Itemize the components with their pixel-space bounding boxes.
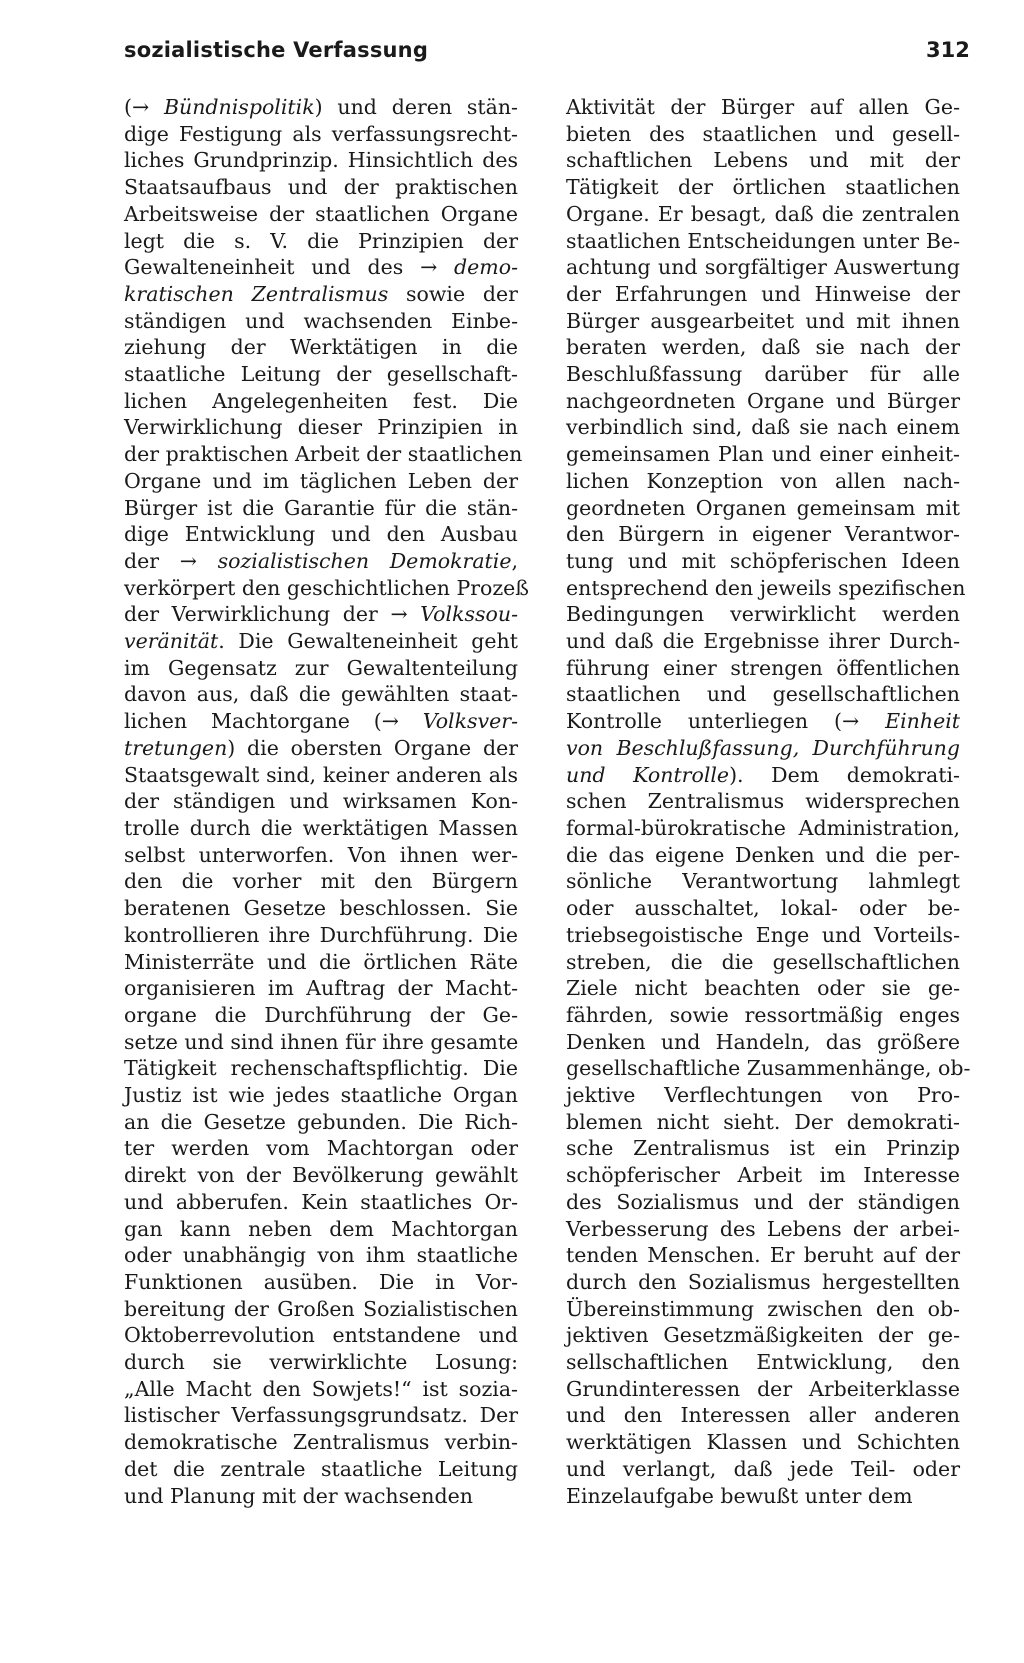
text-column-right — [566, 94, 971, 1509]
text-line — [124, 575, 530, 602]
text-fragment: legt die s. V. die Prinzipien der — [124, 228, 518, 253]
text-fragment: sellschaftlichen Entwicklung, den — [566, 1350, 960, 1375]
text-fragment: staatlichen Entscheidungen unter Be- — [566, 228, 960, 253]
text-line — [566, 735, 960, 762]
text-line — [124, 1483, 518, 1510]
text-fragment: sönliche Verantwortung lahmlegt — [566, 869, 960, 894]
text-line — [124, 1029, 518, 1056]
text-line — [566, 1296, 960, 1323]
text-fragment: und verlangt, daß jede Teil- oder — [566, 1456, 960, 1481]
text-line — [566, 601, 960, 628]
text-fragment: formal-bürokratische Administration, — [566, 815, 960, 840]
text-line — [124, 1189, 518, 1216]
text-fragment: beratenen Gesetze beschlossen. Sie — [124, 896, 518, 921]
text-fragment: Verbesserung des Lebens der arbei- — [566, 1216, 960, 1241]
text-line — [566, 468, 960, 495]
text-fragment: werktätigen Klassen und Schichten — [566, 1430, 960, 1455]
text-fragment: Bürger ist die Garantie für die stän- — [124, 495, 518, 520]
text-fragment: jektive Verflechtungen von Pro- — [566, 1083, 960, 1108]
page-number: 312 — [926, 38, 970, 62]
text-line — [124, 1429, 518, 1456]
text-fragment: durch sie verwirklichte Losung: — [124, 1350, 518, 1375]
text-fragment: verkörpert den geschichtlichen Prozeß — [124, 575, 530, 600]
text-line — [566, 868, 960, 895]
text-fragment: schaftlichen Lebens und mit der — [566, 148, 960, 173]
text-fragment: beraten werden, daß sie nach der — [566, 335, 960, 360]
text-fragment: dige Festigung als verfassungsrecht- — [124, 121, 518, 146]
text-fragment: schen Zentralismus widersprechen — [566, 789, 960, 814]
text-line — [566, 121, 960, 148]
text-line — [566, 1483, 960, 1510]
text-fragment: bieten des staatlichen und gesell- — [566, 121, 960, 146]
text-line — [566, 281, 960, 308]
text-fragment: Grundinteressen der Arbeiterklasse — [566, 1376, 960, 1401]
text-line — [124, 1402, 518, 1429]
text-fragment: der Verwirklichung der → — [124, 602, 421, 627]
text-line — [124, 1002, 518, 1029]
text-fragment: Oktoberrevolution entstandene und — [124, 1323, 518, 1348]
italic-term: veränität — [124, 629, 219, 654]
text-line — [566, 1002, 960, 1029]
text-fragment: Organe. Er besagt, daß die zentralen — [566, 201, 960, 226]
text-line — [124, 1349, 518, 1376]
text-line — [566, 414, 960, 441]
text-line — [124, 388, 518, 415]
text-line — [124, 147, 518, 174]
text-fragment: und den Interessen aller anderen — [566, 1403, 960, 1428]
text-line — [124, 1135, 518, 1162]
text-line — [566, 628, 960, 655]
text-line — [124, 1216, 518, 1243]
text-line — [124, 548, 518, 575]
text-line — [566, 228, 960, 255]
text-fragment: lichen Konzeption von allen nach- — [566, 468, 960, 493]
text-fragment: und Planung mit der wachsenden — [124, 1483, 473, 1508]
text-fragment: Bürger ausgearbeitet und mit ihnen — [566, 308, 960, 333]
text-line — [566, 1376, 960, 1403]
text-fragment: Justiz ist wie jedes staatliche Organ — [124, 1083, 518, 1108]
text-line — [124, 94, 518, 121]
italic-term: Volksver- — [422, 709, 518, 734]
text-fragment: Übereinstimmung zwischen den ob- — [566, 1296, 960, 1321]
text-line — [124, 201, 518, 228]
text-line — [124, 949, 518, 976]
text-fragment: bereitung der Großen Sozialistischen — [124, 1296, 518, 1321]
text-fragment: sche Zentralismus ist ein Prinzip — [566, 1136, 960, 1161]
text-line — [124, 1082, 518, 1109]
text-fragment: . Die Gewalteneinheit geht — [218, 629, 518, 654]
text-fragment: schöpferischer Arbeit im Interesse — [566, 1163, 960, 1188]
text-fragment: ziehung der Werktätigen in die — [124, 335, 518, 360]
text-fragment: streben, die die gesellschaftlichen — [566, 949, 960, 974]
text-line — [566, 147, 960, 174]
text-line — [124, 708, 518, 735]
text-line — [566, 1055, 971, 1082]
text-line — [124, 1296, 518, 1323]
text-fragment: blemen nicht sieht. Der demokrati- — [566, 1109, 960, 1134]
text-line — [124, 361, 518, 388]
italic-term: tretungen — [124, 735, 228, 760]
text-line — [124, 414, 518, 441]
text-fragment: Kontrolle unterliegen (→ — [566, 709, 886, 734]
text-line — [124, 228, 518, 255]
italic-term: Einheit — [885, 709, 960, 734]
text-column-left — [124, 94, 530, 1509]
text-fragment: organisieren im Auftrag der Macht- — [124, 976, 518, 1001]
text-fragment: verbindlich sind, daß sie nach einem — [566, 415, 960, 440]
text-line — [124, 1162, 518, 1189]
text-line — [566, 681, 960, 708]
text-fragment: Einzelaufgabe bewußt unter dem — [566, 1483, 913, 1508]
text-line — [566, 334, 960, 361]
italic-term: demo- — [454, 255, 518, 280]
text-line — [124, 735, 518, 762]
text-fragment: Ministerräte und die örtlichen Räte — [124, 949, 518, 974]
text-fragment: die das eigene Denken und die per- — [566, 842, 960, 867]
text-line — [566, 1456, 960, 1483]
text-fragment: triebsegoistische Enge und Vorteils- — [566, 922, 960, 947]
text-fragment: lichen Machtorgane (→ — [124, 709, 423, 734]
text-line — [566, 1216, 960, 1243]
text-fragment: achtung und sorgfältiger Auswertung — [566, 255, 960, 280]
text-fragment: im Gegensatz zur Gewaltenteilung — [124, 655, 518, 680]
text-line — [566, 495, 960, 522]
text-line — [124, 521, 518, 548]
text-line — [566, 1322, 960, 1349]
text-line — [124, 788, 518, 815]
text-line — [566, 1189, 960, 1216]
text-line — [566, 308, 960, 335]
text-line — [566, 762, 960, 789]
text-line — [124, 868, 518, 895]
text-fragment: Arbeitsweise der staatlichen Organe — [124, 201, 518, 226]
text-line — [124, 1456, 518, 1483]
text-fragment: fährden, sowie ressortmäßig enges — [566, 1002, 960, 1027]
text-fragment: ständigen und wachsenden Einbe- — [124, 308, 518, 333]
text-fragment: ) und deren stän- — [314, 95, 518, 119]
text-fragment: Organe und im täglichen Leben der — [124, 468, 518, 493]
text-fragment: kontrollieren ihre Durchführung. Die — [124, 922, 518, 947]
text-line — [124, 334, 518, 361]
text-fragment: liches Grundprinzip. Hinsichtlich des — [124, 148, 518, 173]
text-line — [566, 201, 960, 228]
text-fragment: gesellschaftliche Zusammenhänge, ob- — [566, 1056, 971, 1081]
text-fragment: entsprechend den jeweils spezifischen — [566, 575, 966, 600]
text-line — [124, 655, 518, 682]
text-line — [124, 1269, 518, 1296]
text-line — [124, 895, 518, 922]
text-line — [124, 1376, 518, 1403]
text-fragment: demokratische Zentralismus verbin- — [124, 1430, 518, 1455]
text-fragment: Tätigkeit der örtlichen staatlichen — [566, 175, 960, 200]
text-line — [124, 441, 523, 468]
text-line — [124, 174, 518, 201]
text-fragment: Funktionen ausüben. Die in Vor- — [124, 1269, 518, 1294]
text-line — [124, 681, 518, 708]
text-fragment: direkt von der Bevölkerung gewählt — [124, 1163, 518, 1188]
text-fragment: führung einer strengen öffentlichen — [566, 655, 960, 680]
text-fragment: Bedingungen verwirklicht werden — [566, 602, 960, 627]
italic-term: Bündnispolitik — [163, 95, 315, 119]
text-line — [124, 308, 518, 335]
text-fragment: lichen Angelegenheiten fest. Die — [124, 388, 518, 413]
text-line — [566, 815, 960, 842]
text-line — [566, 94, 960, 121]
text-fragment: ) die obersten Organe der — [227, 735, 518, 760]
text-line — [566, 655, 960, 682]
text-line — [124, 842, 518, 869]
text-fragment: der praktischen Arbeit der staatlichen — [124, 442, 523, 467]
text-fragment: jektiven Gesetzmäßigkeiten der ge- — [566, 1323, 960, 1348]
text-fragment: tung und mit schöpferischen Ideen — [566, 548, 960, 573]
text-fragment: und abberufen. Kein staatliches Or- — [124, 1189, 518, 1214]
text-fragment: Verwirklichung dieser Prinzipien in — [124, 415, 518, 440]
text-line — [566, 1349, 960, 1376]
text-fragment: oder ausschaltet, lokal- oder be- — [566, 896, 960, 921]
text-fragment: oder unabhängig von ihm staatliche — [124, 1243, 518, 1268]
text-line — [124, 1055, 518, 1082]
text-line — [124, 601, 518, 628]
text-fragment: ). Dem demokrati- — [729, 762, 960, 787]
text-line — [566, 1135, 960, 1162]
text-fragment: Staatsgewalt sind, keiner anderen als — [124, 762, 518, 787]
text-line — [566, 708, 960, 735]
text-line — [124, 281, 518, 308]
text-fragment: , — [511, 548, 518, 573]
text-fragment: trolle durch die werktätigen Massen — [124, 815, 518, 840]
text-fragment: an die Gesetze gebunden. Die Rich- — [124, 1109, 518, 1134]
text-line — [124, 762, 518, 789]
text-fragment: der Erfahrungen und Hinweise der — [566, 281, 960, 306]
text-fragment: (→ — [124, 95, 164, 119]
text-fragment: Ziele nicht beachten oder sie ge- — [566, 976, 960, 1001]
italic-term: kratischen Zentralismus — [124, 281, 389, 306]
text-fragment: der → — [124, 548, 218, 573]
text-line — [566, 1242, 960, 1269]
text-line — [124, 1109, 518, 1136]
text-fragment: den die vorher mit den Bürgern — [124, 869, 518, 894]
text-line — [124, 975, 518, 1002]
text-fragment: staatliche Leitung der gesellschaft- — [124, 362, 518, 387]
text-line — [566, 1269, 960, 1296]
text-line — [124, 121, 518, 148]
text-line — [124, 254, 518, 281]
text-line — [566, 575, 966, 602]
text-fragment: sowie der — [388, 281, 518, 306]
text-fragment: dige Entwicklung und den Ausbau — [124, 522, 518, 547]
text-fragment: des Sozialismus und der ständigen — [566, 1189, 960, 1214]
text-fragment: Gewalteneinheit und des → — [124, 255, 455, 280]
text-fragment: Tätigkeit rechenschaftspflichtig. Die — [124, 1056, 518, 1081]
text-fragment: Denken und Handeln, das größere — [566, 1029, 960, 1054]
text-fragment: der ständigen und wirksamen Kon- — [124, 789, 518, 814]
text-fragment: staatlichen und gesellschaftlichen — [566, 682, 960, 707]
text-fragment: nachgeordneten Organe und Bürger — [566, 388, 960, 413]
text-line — [566, 1402, 960, 1429]
text-fragment: davon aus, daß die gewählten staat- — [124, 682, 518, 707]
text-fragment: tenden Menschen. Er beruht auf der — [566, 1243, 960, 1268]
text-fragment: ter werden vom Machtorgan oder — [124, 1136, 518, 1161]
text-line — [566, 788, 960, 815]
text-line — [124, 468, 518, 495]
text-line — [566, 521, 960, 548]
text-fragment: und daß die Ergebnisse ihrer Durch- — [566, 629, 960, 654]
text-line — [124, 495, 518, 522]
italic-term: Volkssou- — [420, 602, 518, 627]
text-fragment: Aktivität der Bürger auf allen Ge- — [566, 95, 960, 119]
text-line — [566, 1109, 960, 1136]
text-fragment: selbst unterworfen. Von ihnen wer- — [124, 842, 518, 867]
text-fragment: geordneten Organen gemeinsam mit — [566, 495, 960, 520]
text-line — [566, 548, 960, 575]
text-line — [124, 628, 518, 655]
text-line — [566, 441, 960, 468]
text-fragment: durch den Sozialismus hergestellten — [566, 1269, 960, 1294]
text-fragment: den Bürgern in eigener Verantwor- — [566, 522, 960, 547]
text-fragment: „Alle Macht den Sowjets!“ ist sozia- — [124, 1376, 518, 1401]
text-line — [124, 922, 518, 949]
text-line — [566, 975, 960, 1002]
text-line — [566, 922, 960, 949]
text-line — [566, 1162, 960, 1189]
text-line — [124, 1322, 518, 1349]
text-fragment: Beschlußfassung darüber für alle — [566, 362, 960, 387]
italic-term: und Kontrolle — [566, 762, 730, 787]
text-fragment: Staatsaufbaus und der praktischen — [124, 175, 518, 200]
text-line — [566, 1082, 960, 1109]
text-line — [566, 842, 960, 869]
text-line — [566, 895, 960, 922]
italic-term: von Beschlußfassung, Durchführung — [566, 735, 960, 760]
text-line — [566, 361, 960, 388]
text-line — [566, 388, 960, 415]
text-line — [124, 1242, 518, 1269]
italic-term: sozialistischen Demokratie — [217, 548, 512, 573]
text-fragment: listischer Verfassungsgrundsatz. Der — [124, 1403, 518, 1428]
text-fragment: gan kann neben dem Machtorgan — [124, 1216, 518, 1241]
text-line — [566, 1029, 960, 1056]
text-line — [566, 174, 960, 201]
text-line — [566, 1429, 960, 1456]
text-line — [566, 254, 960, 281]
text-fragment: setze und sind ihnen für ihre gesamte — [124, 1029, 519, 1054]
text-fragment: det die zentrale staatliche Leitung — [124, 1456, 518, 1481]
text-fragment: gemeinsamen Plan und einer einheit- — [566, 442, 960, 467]
text-line — [566, 949, 960, 976]
running-head: sozialistische Verfassung — [124, 38, 429, 62]
text-fragment: organe die Durchführung der Ge- — [124, 1002, 518, 1027]
text-line — [124, 815, 518, 842]
